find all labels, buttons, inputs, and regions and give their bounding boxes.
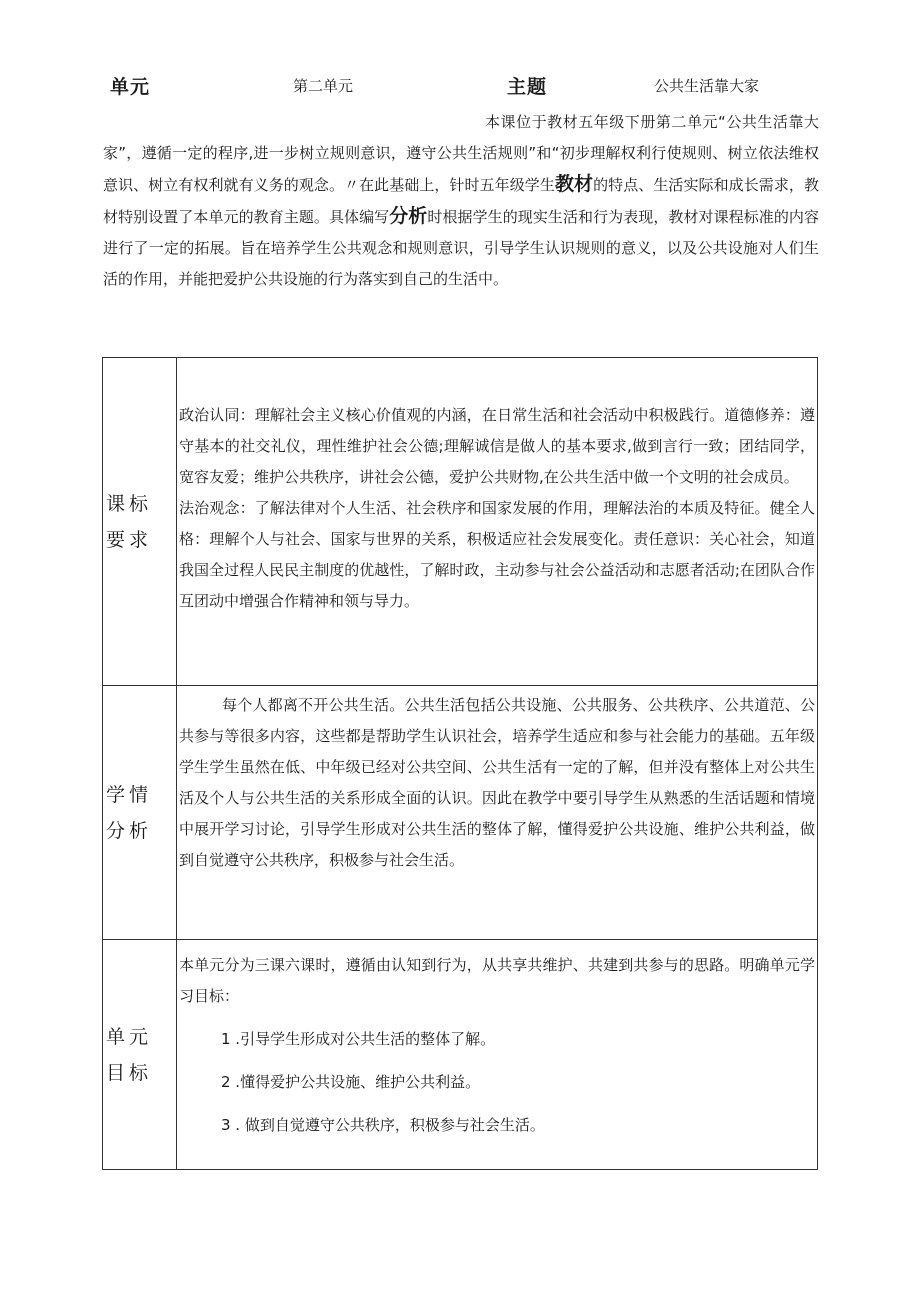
unit-value: 第二单元	[293, 77, 354, 95]
intro-part1: 本课位于教材五年级下册第二单元“公共生活靠大家”，遵循一定的程序,进一步树立规则意识，遵守公共生活规则”和“初步理解权利行使规则、树立依法维权意识、树立有权利就有义务的观念。〃在此基础上，针时五年级学生	[103, 113, 819, 194]
intro-part3: 时根据学生的现实生活和行为表现，教材对课程标准的内容进行了一定的拓展。旨在培养学生公共观念和规则意识，引导学生认识规则的意义，以及公共设施对人们生活的作用，并能把爱护公共设施的行为落实到自己的生活中。	[103, 208, 819, 288]
topic-value: 公共生活靠大家	[654, 77, 760, 95]
unit-plan-table	[102, 357, 818, 1170]
curriculum-label-line1: 课标	[106, 492, 153, 515]
goals-label-cell	[103, 940, 177, 1170]
goals-label-line1: 单元	[106, 1025, 153, 1048]
goals-content-cell	[177, 940, 818, 1170]
topic-label: 主题	[507, 76, 548, 98]
analysis-label-cell	[103, 686, 177, 940]
analysis-label	[103, 777, 176, 849]
curriculum-label-cell	[103, 358, 177, 686]
intro-emphasis-analysis: 分析	[389, 205, 428, 227]
goals-intro: 本单元分为三课六课时，遵循由认知到行为，从共享共维护、共建到共参与的思路。明确单元学习目标：	[179, 956, 815, 1005]
goals-content	[177, 940, 817, 1141]
goal-item-2: 2 .懂得爱护公共设施、维护公共利益。	[221, 1073, 481, 1091]
table-row-goals	[103, 940, 818, 1170]
curriculum-text-part1: 政治认同：理解社会主义核心价值观的内涵，在日常生活和社会活动中积极践行。道德修养：遵守基本的社交礼仪，理性维护社会公德;理解诚信是做人的基本要求,做到言行一致；团结同学，宽容友爱；维护公共秩序，讲社会公德，爱护公共财物,在公共生活中做一个文明的社会成员。	[179, 406, 815, 486]
intro-paragraph	[103, 107, 819, 295]
goal-item-3: 3 . 做到自觉遵守公共秩序，积极参与社会生活。	[221, 1116, 545, 1134]
curriculum-text	[177, 358, 817, 623]
analysis-text: 每个人都离不开公共生活。公共生活包括公共设施、公共服务、公共秩序、公共道范、公共参与等很多内容，这些都是帮助学生认识社会，培养学生适应和参与社会能力的基础。五年级学生学生虽然在低、中年级已经对公共空间、公共生活有一定的了解，但并没有整体上对公共生活及个人与公共生活的关系形成全面的认识。因此在教学中要引导学生从熟悉的生活话题和情境中展开学习讨论，引导学生形成对公共生活的整体了解，懂得爱护公共设施、维护公共利益，做到自觉遵守公共秩序，积极参与社会生活。	[179, 696, 815, 869]
table-row-analysis	[103, 686, 818, 940]
analysis-label-line2: 分析	[106, 819, 153, 842]
curriculum-label	[103, 486, 176, 558]
header-row	[0, 72, 920, 102]
analysis-content-cell	[177, 686, 818, 940]
goals-label-line2: 目标	[106, 1061, 153, 1084]
unit-label: 单元	[110, 76, 151, 98]
curriculum-label-line2: 要求	[106, 528, 153, 551]
intro-part2: 的特点、生活实际和成长需求，教材特别设置了本单元的教育主题。具体编写	[103, 176, 819, 226]
curriculum-text-part2: 法治观念：了解法律对个人生活、社会秩序和国家发展的作用，理解法治的本质及特征。健全人格：理解个人与社会、国家与世界的关系，积极适应社会发展变化。责任意识：关心社会，知道我国全过程人民民主制度的优越性，了解时政，主动参与社会公益活动和志愿者活动;在团队合作互团动中增强合作精神和领与导力。	[179, 499, 815, 610]
analysis-label-line1: 学情	[106, 783, 153, 806]
goal-item-1: 1 .引导学生形成对公共生活的整体了解。	[221, 1030, 496, 1048]
table-row-curriculum	[103, 358, 818, 686]
curriculum-content-cell	[177, 358, 818, 686]
goals-label	[103, 1019, 176, 1091]
intro-emphasis-textbook: 教材	[554, 173, 594, 195]
